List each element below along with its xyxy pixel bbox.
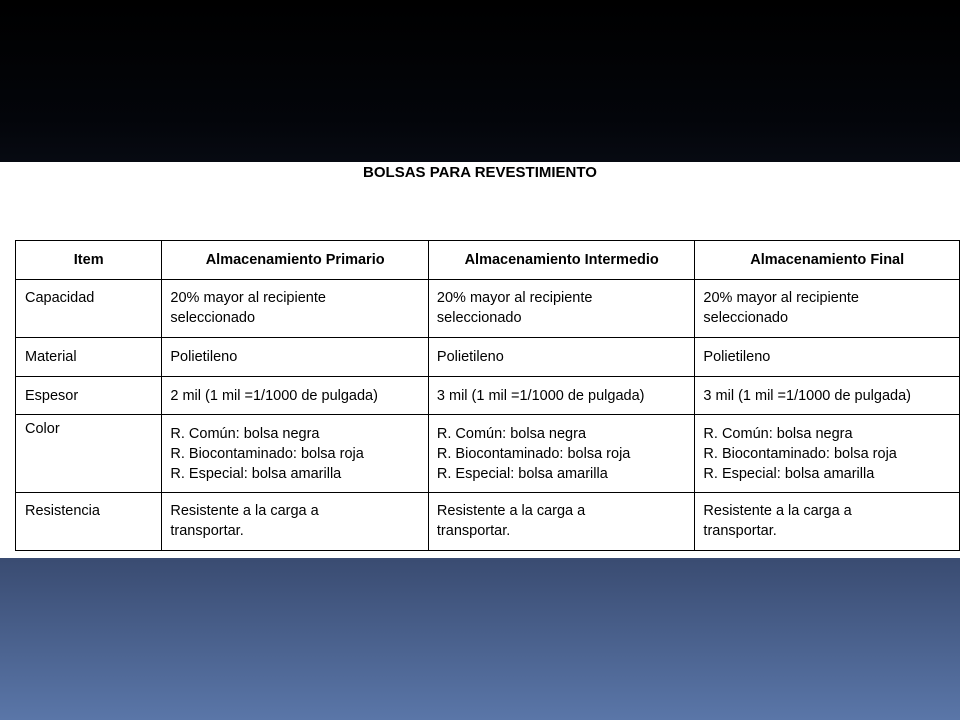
table-row	[16, 338, 960, 377]
table-row	[16, 280, 960, 338]
cell-intermedio	[428, 493, 695, 551]
cell-final	[695, 338, 960, 377]
cell-final	[695, 280, 960, 338]
cell-line: Resistente a la carga a	[436, 503, 586, 519]
cell-line: Polietileno	[436, 349, 504, 365]
header-final: Almacenamiento Final	[695, 241, 960, 280]
header-primario: Almacenamiento Primario	[162, 241, 429, 280]
cell-line: transportar.	[436, 523, 511, 539]
table-row	[16, 377, 960, 415]
cell-final	[695, 415, 960, 493]
cell-primario	[162, 377, 429, 415]
row-label: Capacidad	[16, 280, 162, 338]
cell-line: R. Especial: bolsa amarilla	[170, 466, 342, 482]
row-label: Color	[16, 415, 162, 493]
header-intermedio: Almacenamiento Intermedio	[428, 241, 695, 280]
cell-line: Polietileno	[170, 349, 238, 365]
table-row	[16, 415, 960, 493]
cell-intermedio	[428, 415, 695, 493]
cell-line: 20% mayor al recipiente	[170, 290, 326, 306]
cell-line: R. Común: bolsa negra	[170, 426, 320, 442]
row-label: Espesor	[16, 377, 162, 415]
table-title: BOLSAS PARA REVESTIMIENTO	[363, 164, 597, 181]
cell-primario	[162, 415, 429, 493]
cell-line: Resistente a la carga a	[170, 503, 319, 519]
cell-line: R. Común: bolsa negra	[703, 426, 853, 442]
cell-line: R. Biocontaminado: bolsa roja	[436, 446, 631, 462]
cell-line: R. Biocontaminado: bolsa roja	[703, 446, 897, 462]
cell-line: seleccionado	[170, 310, 256, 326]
cell-line: transportar.	[170, 523, 244, 539]
cell-line: Polietileno	[703, 349, 771, 365]
cell-line: 20% mayor al recipiente	[436, 290, 593, 306]
cell-line: 3 mil (1 mil =1/1000 de pulgada)	[703, 387, 911, 404]
row-label: Resistencia	[16, 493, 162, 551]
cell-intermedio	[428, 338, 695, 377]
cell-intermedio	[428, 280, 695, 338]
bags-table	[15, 240, 960, 551]
cell-line: 2 mil (1 mil =1/1000 de pulgada)	[170, 387, 378, 404]
cell-final	[695, 493, 960, 551]
cell-line: R. Especial: bolsa amarilla	[436, 466, 608, 482]
cell-primario	[162, 280, 429, 338]
cell-intermedio	[428, 377, 695, 415]
cell-final	[695, 377, 960, 415]
cell-line: transportar.	[703, 523, 777, 539]
cell-line: seleccionado	[436, 310, 522, 326]
cell-primario	[162, 493, 429, 551]
cell-line: 20% mayor al recipiente	[703, 290, 859, 306]
header-row	[16, 241, 960, 280]
cell-line: R. Biocontaminado: bolsa roja	[170, 446, 364, 462]
header-item: Item	[16, 241, 162, 280]
table-row	[16, 493, 960, 551]
cell-line: seleccionado	[703, 310, 789, 326]
cell-line: Resistente a la carga a	[703, 503, 852, 519]
cell-line: R. Común: bolsa negra	[436, 426, 587, 442]
document-page	[0, 162, 960, 558]
cell-line: R. Especial: bolsa amarilla	[703, 466, 875, 482]
row-label: Material	[16, 338, 162, 377]
cell-primario	[162, 338, 429, 377]
cell-line: 3 mil (1 mil =1/1000 de pulgada)	[436, 387, 645, 404]
